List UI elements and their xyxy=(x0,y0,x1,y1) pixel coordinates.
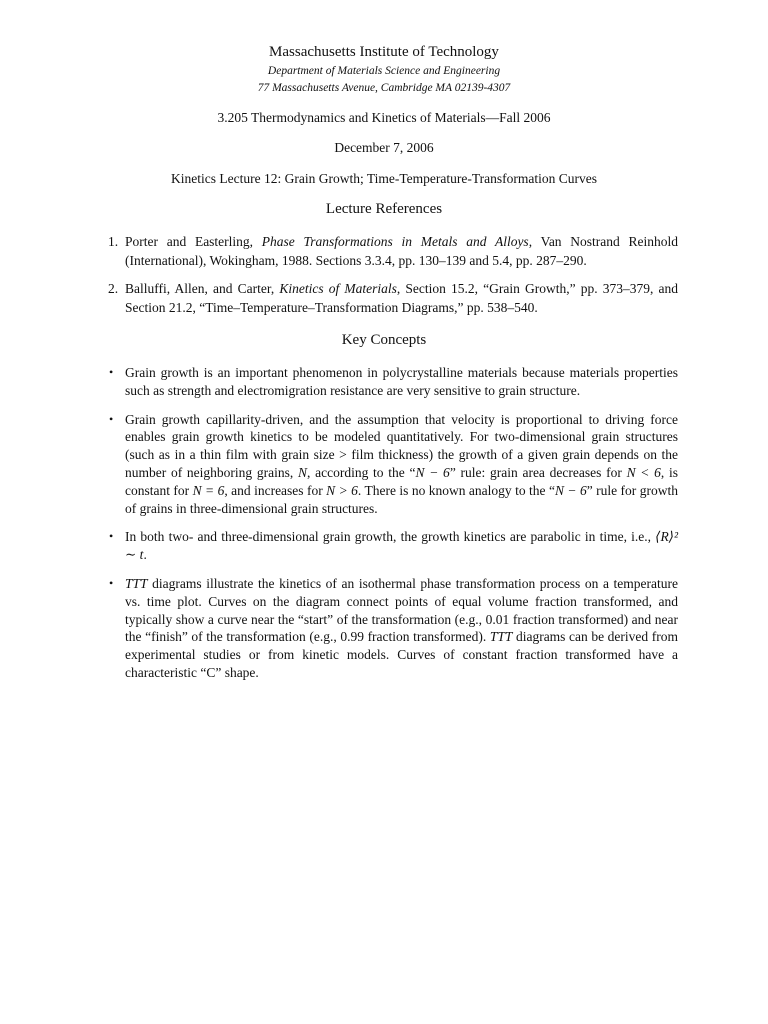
reference-details: , Van Nostrand Reinhold (International), Wokingham, 1988. Sections 3.3.4, pp. 130–139 and 5.4, pp. 287–290. xyxy=(125,234,679,268)
concept-item xyxy=(108,364,678,400)
concept-item xyxy=(108,528,678,564)
key-concepts-list xyxy=(108,364,678,682)
reference-authors: Porter and Easterling, xyxy=(125,234,262,249)
institution-name: Massachusetts Institute of Technology xyxy=(269,44,499,60)
reference-number: 1. xyxy=(108,234,119,249)
math-expression: N > 6 xyxy=(326,482,358,498)
bullet-icon: • xyxy=(109,529,114,544)
concept-text: , according to the “ xyxy=(307,464,416,480)
concept-text: , is constant for xyxy=(125,464,678,498)
address: 77 Massachusetts Avenue, Cambridge MA 02139-4307 xyxy=(257,82,511,94)
bullet-icon: • xyxy=(109,365,114,379)
course-title: 3.205 Thermodynamics and Kinetics of Materials—Fall 2006 xyxy=(217,110,551,125)
concept-text: diagrams can be derived from experimental studies or from kinetic models. Curves of constant fraction transformed have a characteristic “C” shape. xyxy=(125,629,678,680)
reference-item xyxy=(108,233,678,270)
concept-text: , and increases for xyxy=(224,482,327,498)
references-heading: Lecture References xyxy=(325,201,443,217)
reference-title: Phase Transformations in Metals and Alloys xyxy=(261,234,529,249)
concept-text: . xyxy=(143,547,147,563)
reference-item xyxy=(108,280,678,317)
ttt-term: TTT xyxy=(489,629,513,645)
reference-number: 2. xyxy=(108,281,119,296)
concept-text: diagrams illustrate the kinetics of an isothermal phase transformation process on a temperature vs. time plot. Curves on the diagram connect points of equal volume fraction transformed, and typically show a curve near the “start” of the transformation (e.g., 0.01 fraction transformed) and near the “finish” of the transformation (e.g., 0.99 fraction transformed). xyxy=(125,575,678,645)
references-list xyxy=(108,233,678,317)
concept-text: ” rule: grain area decreases for xyxy=(449,464,627,480)
department-name: Department of Materials Science and Engineering xyxy=(267,65,501,77)
reference-details: , Section 15.2, “Grain Growth,” pp. 373–379, and Section 21.2, “Time–Temperature–Transformation Diagrams,” pp. 538–540. xyxy=(125,281,678,315)
concept-text: ” rule for growth of grains in three-dimensional grain structures. xyxy=(125,482,678,516)
concept-text: In both two- and three-dimensional grain growth, the growth kinetics are parabolic in time, i.e., xyxy=(125,529,656,545)
math-expression: N − 6 xyxy=(415,464,450,480)
math-expression: ⟨R⟩² ∼ t xyxy=(125,529,678,563)
reference-title: Kinetics of Materials xyxy=(279,281,397,296)
math-expression: N = 6 xyxy=(192,482,225,498)
ttt-term: TTT xyxy=(125,575,148,591)
lecture-title: Kinetics Lecture 12: Grain Growth; Time-Temperature-Transformation Curves xyxy=(171,171,597,186)
bullet-icon: • xyxy=(109,411,114,426)
lecture-date: December 7, 2006 xyxy=(334,140,434,155)
concept-text: . There is no known analogy to the “ xyxy=(357,482,555,498)
bullet-icon: • xyxy=(109,575,114,590)
concept-item xyxy=(108,575,678,682)
math-expression: N < 6 xyxy=(626,464,661,480)
math-expression: N xyxy=(298,464,308,480)
concept-text: Grain growth capillarity-driven, and the assumption that velocity is proportional to driving force enables grain growth kinetics to be modeled quantitatively. For two-dimensional grain structures (such as in a thin film with grain size > film thickness) the growth of a given grain depends on the number of neighboring grains, xyxy=(125,411,678,480)
concept-item xyxy=(108,411,678,518)
concept-text: Grain growth is an important phenomenon in polycrystalline materials because materials properties such as strength and electromigration resistance are very sensitive to grain structure. xyxy=(125,365,678,398)
math-expression: N − 6 xyxy=(554,482,587,498)
key-concepts-heading: Key Concepts xyxy=(341,332,427,348)
reference-authors: Balluffi, Allen, and Carter, xyxy=(125,281,280,296)
